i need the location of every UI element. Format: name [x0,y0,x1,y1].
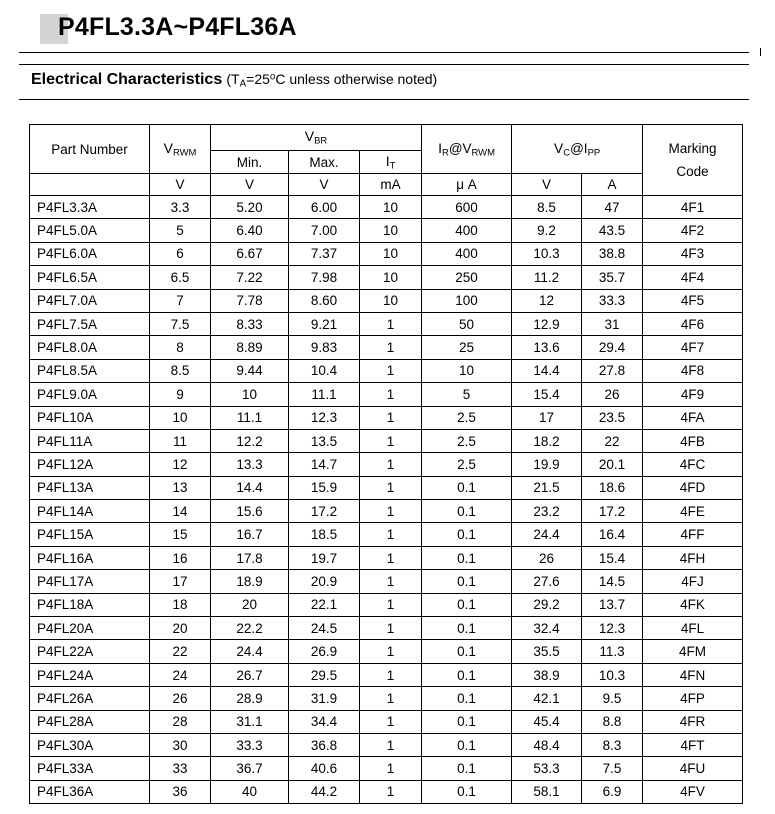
cell-vc: 29.2 [512,593,582,616]
cell-marking-code: 4FJ [643,570,743,593]
cell-vc: 23.2 [512,500,582,523]
cell-vbr-max: 17.2 [289,500,360,523]
cell-vbr-min: 20 [211,593,289,616]
title-divider-tick [760,48,761,56]
cell-ir: 400 [422,242,512,265]
cell-it: 10 [360,289,422,312]
cell-ir: 2.5 [422,453,512,476]
table-row [30,500,743,523]
cell-marking-code: 4F7 [643,336,743,359]
cell-part-number: P4FL33A [30,757,150,780]
cell-it: 1 [360,733,422,756]
section-condition: ($T_A=25^oC$ unless otherwise noted) [226,71,438,90]
header-vbr-max: Max. [289,151,360,174]
title-divider [19,52,749,53]
cell-vc: 53.3 [512,757,582,780]
cell-ipp: 17.2 [582,500,643,523]
table-row [30,780,743,803]
cell-vbr-max: 22.1 [289,593,360,616]
cell-vbr-max: 34.4 [289,710,360,733]
page-title: P4FL3.3A~P4FL36A [58,13,297,41]
cell-vbr-min: 17.8 [211,546,289,569]
cell-it: 1 [360,687,422,710]
cell-ipp: 33.3 [582,289,643,312]
table-row [30,336,743,359]
cell-marking-code: 4FN [643,663,743,686]
cell-ir: 600 [422,196,512,219]
table-row [30,523,743,546]
cell-marking-code: 4FU [643,757,743,780]
cell-ipp: 35.7 [582,266,643,289]
cell-vrwm: 7 [150,289,211,312]
cell-vbr-min: 33.3 [211,733,289,756]
cell-vbr-min: 26.7 [211,663,289,686]
cell-ipp: 26 [582,383,643,406]
cell-ipp: 31 [582,312,643,335]
cell-vbr-min: 9.44 [211,359,289,382]
cell-vbr-max: 12.3 [289,406,360,429]
table-row [30,593,743,616]
cell-ir: 25 [422,336,512,359]
cell-part-number: P4FL8.5A [30,359,150,382]
cell-ipp: 23.5 [582,406,643,429]
cell-vrwm: 30 [150,733,211,756]
cell-part-number: P4FL28A [30,710,150,733]
cell-vrwm: 22 [150,640,211,663]
cell-part-number: P4FL20A [30,617,150,640]
cell-vc: 8.5 [512,196,582,219]
table-row [30,383,743,406]
cell-vbr-min: 22.2 [211,617,289,640]
cell-vbr-min: 36.7 [211,757,289,780]
cell-vrwm: 20 [150,617,211,640]
section-bottom-divider [19,99,749,100]
cell-part-number: P4FL9.0A [30,383,150,406]
cell-ir: 0.1 [422,757,512,780]
section-title: Electrical Characteristics [31,71,223,88]
cell-vbr-min: 7.22 [211,266,289,289]
cell-it: 1 [360,523,422,546]
cell-ipp: 12.3 [582,617,643,640]
cell-vbr-min: 16.7 [211,523,289,546]
cell-ipp: 10.3 [582,663,643,686]
cell-marking-code: 4FH [643,546,743,569]
cell-vrwm: 13 [150,476,211,499]
cell-vbr-max: 15.9 [289,476,360,499]
header-vrwm: $V_{RWM}$ [150,125,211,174]
cell-it: 1 [360,710,422,733]
cell-vc: 9.2 [512,219,582,242]
cell-it: 1 [360,336,422,359]
cell-vrwm: 36 [150,780,211,803]
cell-it: 10 [360,219,422,242]
cell-ipp: 6.9 [582,780,643,803]
cell-vrwm: 17 [150,570,211,593]
cell-vc: 17 [512,406,582,429]
cell-ipp: 7.5 [582,757,643,780]
cell-it: 1 [360,312,422,335]
cell-marking-code: 4FA [643,406,743,429]
cell-vbr-min: 10 [211,383,289,406]
cell-marking-code: 4F1 [643,196,743,219]
unit-vrwm: V [150,174,211,196]
table-row [30,570,743,593]
cell-ipp: 11.3 [582,640,643,663]
cell-vc: 58.1 [512,780,582,803]
cell-ipp: 18.6 [582,476,643,499]
cell-vrwm: 24 [150,663,211,686]
cell-vbr-max: 26.9 [289,640,360,663]
cell-vbr-max: 7.37 [289,242,360,265]
unit-vbr-max: V [289,174,360,196]
header-it: $I_T$ [360,151,422,174]
cell-vrwm: 3.3 [150,196,211,219]
table-row [30,289,743,312]
cell-vc: 24.4 [512,523,582,546]
cell-marking-code: 4FT [643,733,743,756]
cell-vbr-min: 6.67 [211,242,289,265]
cell-vbr-min: 14.4 [211,476,289,499]
cell-vbr-min: 31.1 [211,710,289,733]
cell-vrwm: 5 [150,219,211,242]
header-marking-code: Marking Code [643,125,743,196]
cell-vrwm: 11 [150,429,211,452]
cell-part-number: P4FL6.5A [30,266,150,289]
cell-marking-code: 4FV [643,780,743,803]
cell-vbr-max: 40.6 [289,757,360,780]
cell-part-number: P4FL11A [30,429,150,452]
cell-vbr-max: 18.5 [289,523,360,546]
cell-it: 10 [360,242,422,265]
cell-it: 1 [360,429,422,452]
cell-vbr-min: 15.6 [211,500,289,523]
cell-vbr-min: 24.4 [211,640,289,663]
cell-vc: 18.2 [512,429,582,452]
cell-ir: 0.1 [422,523,512,546]
table-row [30,266,743,289]
cell-vc: 42.1 [512,687,582,710]
cell-ir: 400 [422,219,512,242]
cell-vbr-max: 36.8 [289,733,360,756]
cell-vrwm: 6 [150,242,211,265]
cell-part-number: P4FL3.3A [30,196,150,219]
table-row [30,359,743,382]
cell-vbr-max: 19.7 [289,546,360,569]
cell-marking-code: 4FK [643,593,743,616]
cell-it: 1 [360,500,422,523]
cell-ir: 0.1 [422,640,512,663]
cell-vrwm: 18 [150,593,211,616]
cell-it: 10 [360,196,422,219]
unit-part-number-blank [30,174,150,196]
cell-vrwm: 26 [150,687,211,710]
cell-vbr-max: 44.2 [289,780,360,803]
cell-vbr-max: 9.21 [289,312,360,335]
cell-vc: 15.4 [512,383,582,406]
cell-it: 1 [360,546,422,569]
cell-part-number: P4FL30A [30,733,150,756]
cell-vc: 35.5 [512,640,582,663]
cell-marking-code: 4FE [643,500,743,523]
cell-ipp: 43.5 [582,219,643,242]
cell-vbr-min: 5.20 [211,196,289,219]
cell-part-number: P4FL10A [30,406,150,429]
cell-vbr-max: 6.00 [289,196,360,219]
cell-ir: 2.5 [422,406,512,429]
table-row [30,242,743,265]
cell-vrwm: 15 [150,523,211,546]
cell-part-number: P4FL18A [30,593,150,616]
cell-vbr-min: 8.89 [211,336,289,359]
cell-vbr-max: 29.5 [289,663,360,686]
cell-marking-code: 4FF [643,523,743,546]
table-row [30,196,743,219]
cell-part-number: P4FL24A [30,663,150,686]
cell-vbr-max: 13.5 [289,429,360,452]
cell-part-number: P4FL15A [30,523,150,546]
table-row [30,406,743,429]
table-row [30,757,743,780]
cell-part-number: P4FL13A [30,476,150,499]
cell-ir: 0.1 [422,593,512,616]
cell-ipp: 9.5 [582,687,643,710]
cell-vrwm: 28 [150,710,211,733]
cell-vbr-max: 24.5 [289,617,360,640]
table-row [30,219,743,242]
header-ir: $I_R@V_{RWM}$ [422,125,512,174]
cell-it: 1 [360,617,422,640]
cell-part-number: P4FL5.0A [30,219,150,242]
cell-part-number: P4FL12A [30,453,150,476]
cell-ir: 0.1 [422,476,512,499]
cell-ir: 0.1 [422,687,512,710]
cell-it: 1 [360,757,422,780]
cell-vbr-max: 31.9 [289,687,360,710]
cell-vc: 21.5 [512,476,582,499]
cell-marking-code: 4F2 [643,219,743,242]
cell-marking-code: 4F6 [643,312,743,335]
cell-vrwm: 8.5 [150,359,211,382]
table-row [30,617,743,640]
cell-marking-code: 4FC [643,453,743,476]
cell-vrwm: 33 [150,757,211,780]
cell-ipp: 15.4 [582,546,643,569]
cell-ipp: 29.4 [582,336,643,359]
cell-it: 1 [360,476,422,499]
cell-marking-code: 4FR [643,710,743,733]
header-row-1 [30,125,743,151]
header-part-number: Part Number [30,125,150,174]
cell-ir: 0.1 [422,710,512,733]
cell-marking-code: 4F4 [643,266,743,289]
table-row [30,546,743,569]
cell-ir: 2.5 [422,429,512,452]
cell-it: 1 [360,453,422,476]
cell-vbr-max: 11.1 [289,383,360,406]
cell-ir: 0.1 [422,780,512,803]
cell-ir: 50 [422,312,512,335]
cell-vrwm: 14 [150,500,211,523]
cell-part-number: P4FL14A [30,500,150,523]
cell-vbr-min: 6.40 [211,219,289,242]
cell-marking-code: 4FM [643,640,743,663]
cell-vc: 32.4 [512,617,582,640]
cell-ir: 0.1 [422,733,512,756]
cell-vc: 26 [512,546,582,569]
cell-it: 1 [360,406,422,429]
cell-marking-code: 4F3 [643,242,743,265]
cell-vbr-max: 9.83 [289,336,360,359]
cell-vbr-max: 14.7 [289,453,360,476]
cell-vbr-min: 13.3 [211,453,289,476]
table-row [30,687,743,710]
cell-it: 1 [360,780,422,803]
cell-ipp: 38.8 [582,242,643,265]
cell-vc: 45.4 [512,710,582,733]
cell-it: 1 [360,593,422,616]
cell-it: 1 [360,570,422,593]
cell-marking-code: 4FB [643,429,743,452]
cell-vc: 13.6 [512,336,582,359]
cell-it: 1 [360,640,422,663]
cell-ipp: 8.3 [582,733,643,756]
section-heading [31,71,437,89]
cell-ir: 0.1 [422,546,512,569]
cell-vbr-max: 7.98 [289,266,360,289]
cell-ipp: 27.8 [582,359,643,382]
cell-part-number: P4FL26A [30,687,150,710]
cell-it: 1 [360,383,422,406]
cell-vc: 19.9 [512,453,582,476]
cell-ipp: 47 [582,196,643,219]
table-row [30,640,743,663]
cell-part-number: P4FL7.5A [30,312,150,335]
cell-ir: 0.1 [422,570,512,593]
cell-marking-code: 4FP [643,687,743,710]
cell-vbr-min: 18.9 [211,570,289,593]
cell-ir: 100 [422,289,512,312]
cell-vc: 12.9 [512,312,582,335]
cell-vbr-min: 7.78 [211,289,289,312]
section-top-divider [19,64,749,65]
cell-ipp: 20.1 [582,453,643,476]
cell-ir: 0.1 [422,500,512,523]
cell-vrwm: 12 [150,453,211,476]
cell-ir: 250 [422,266,512,289]
unit-ipp: A [582,174,643,196]
cell-ipp: 13.7 [582,593,643,616]
cell-marking-code: 4FL [643,617,743,640]
units-row [30,174,743,196]
cell-vrwm: 7.5 [150,312,211,335]
cell-vbr-min: 28.9 [211,687,289,710]
cell-vbr-min: 11.1 [211,406,289,429]
cell-vc: 38.9 [512,663,582,686]
cell-ir: 0.1 [422,617,512,640]
cell-vbr-min: 40 [211,780,289,803]
header-vbr-min: Min. [211,151,289,174]
cell-vrwm: 6.5 [150,266,211,289]
cell-part-number: P4FL6.0A [30,242,150,265]
header-vc-ipp: $V_C@I_{PP}$ [512,125,643,174]
cell-ir: 10 [422,359,512,382]
cell-ipp: 8.8 [582,710,643,733]
cell-ipp: 16.4 [582,523,643,546]
cell-it: 10 [360,266,422,289]
cell-marking-code: 4F9 [643,383,743,406]
cell-vbr-max: 7.00 [289,219,360,242]
table-row [30,312,743,335]
cell-vrwm: 9 [150,383,211,406]
cell-vrwm: 8 [150,336,211,359]
unit-it: mA [360,174,422,196]
cell-part-number: P4FL7.0A [30,289,150,312]
cell-ipp: 22 [582,429,643,452]
cell-it: 1 [360,663,422,686]
table-row [30,733,743,756]
cell-vc: 12 [512,289,582,312]
cell-vrwm: 16 [150,546,211,569]
unit-ir: μ A [422,174,512,196]
cell-it: 1 [360,359,422,382]
table-row [30,476,743,499]
cell-vrwm: 10 [150,406,211,429]
header-vbr: $V_{BR}$ [211,125,422,151]
cell-part-number: P4FL36A [30,780,150,803]
cell-part-number: P4FL8.0A [30,336,150,359]
cell-vc: 27.6 [512,570,582,593]
cell-part-number: P4FL17A [30,570,150,593]
cell-ipp: 14.5 [582,570,643,593]
cell-vbr-max: 20.9 [289,570,360,593]
cell-vc: 10.3 [512,242,582,265]
cell-marking-code: 4F5 [643,289,743,312]
table-row [30,663,743,686]
cell-vc: 14.4 [512,359,582,382]
table-row [30,453,743,476]
cell-marking-code: 4FD [643,476,743,499]
cell-vbr-min: 12.2 [211,429,289,452]
unit-vc: V [512,174,582,196]
cell-vbr-max: 8.60 [289,289,360,312]
unit-vbr-min: V [211,174,289,196]
table-row [30,429,743,452]
cell-part-number: P4FL16A [30,546,150,569]
cell-marking-code: 4F8 [643,359,743,382]
cell-ir: 0.1 [422,663,512,686]
cell-ir: 5 [422,383,512,406]
cell-vc: 11.2 [512,266,582,289]
electrical-characteristics-table [29,124,743,804]
cell-part-number: P4FL22A [30,640,150,663]
cell-vc: 48.4 [512,733,582,756]
cell-vbr-min: 8.33 [211,312,289,335]
table-row [30,710,743,733]
cell-vbr-max: 10.4 [289,359,360,382]
